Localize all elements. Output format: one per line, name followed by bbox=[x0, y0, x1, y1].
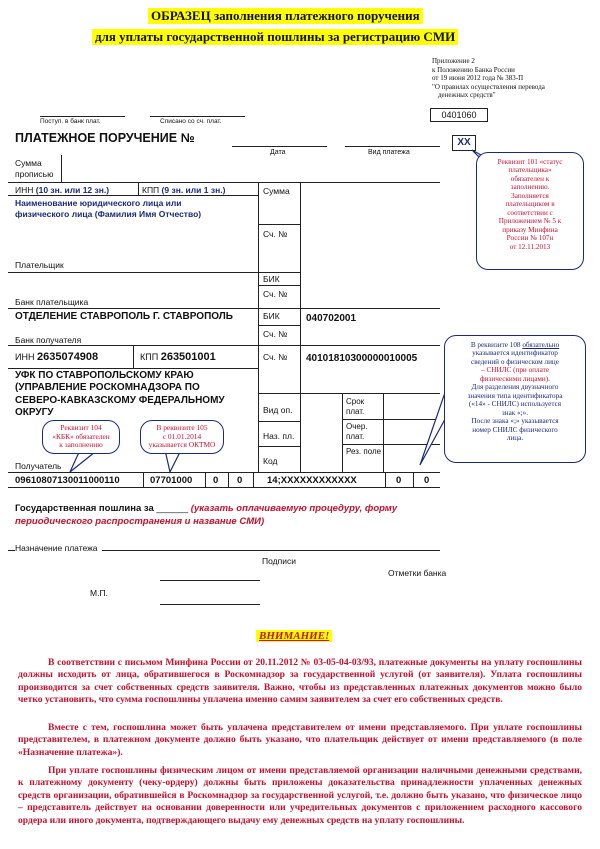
callout-108-heading bbox=[448, 341, 582, 349]
callout-line: заполнению. bbox=[510, 183, 550, 192]
callout-field-108 bbox=[444, 335, 586, 463]
inn-value: 2635074908 bbox=[36, 351, 99, 363]
duty-hint-2: периодического распространения и название СМИ) bbox=[15, 516, 265, 527]
recipient-name-line: ОКРУГУ bbox=[15, 407, 54, 419]
received-label: Поступ. в банк плат. bbox=[40, 118, 101, 125]
duty-text: Государственная пошлина за bbox=[15, 503, 154, 514]
callout-108-head: В реквизите 108 bbox=[470, 341, 523, 349]
appendix-line: к Положению Банка России bbox=[432, 65, 515, 74]
callout-line: В реквизите 105 bbox=[156, 423, 208, 432]
appendix-line: Приложение 2 bbox=[432, 57, 475, 65]
inn-label: ИНН bbox=[15, 352, 35, 362]
callout-line: с 01.01.2014 bbox=[162, 431, 202, 441]
appendix-line: "О правилах осуществления перевода bbox=[432, 82, 545, 91]
reserve-label: Рез. поле bbox=[346, 447, 382, 456]
recipient-bik-value: 040702001 bbox=[306, 313, 357, 324]
callout-line: сведений о физическом лице bbox=[471, 357, 559, 366]
callout-kbk bbox=[42, 420, 120, 454]
kpp-label: КПП bbox=[140, 352, 159, 362]
notice-heading: ВНИМАНИЕ! bbox=[256, 630, 332, 642]
callout-line: номер СНИЛС физического bbox=[472, 425, 558, 434]
purpose-code-label: Наз. пл. bbox=[263, 431, 295, 441]
callout-line: к заполнению bbox=[59, 440, 103, 450]
form-code-box: 0401060 bbox=[430, 108, 488, 122]
order-label: Очер. плат. bbox=[346, 422, 368, 441]
callout-line: Приложением № 5 к bbox=[498, 217, 562, 226]
kpp-value: 263501001 bbox=[160, 351, 216, 363]
field-107: 0 bbox=[237, 475, 243, 486]
recipient-name-line: СЕВЕРО-КАВКАЗСКОМУ ФЕДЕРАЛЬНОМУ bbox=[15, 394, 225, 406]
notice-paragraph-2: Вместе с тем, госпошлина может быть уплачена представителем от имени представляемого. При уплате госпошлины представителем, в платежном документе должно быть указано, что плательщик действует от имени представляемого (в поле «Назначение платежа»). bbox=[18, 722, 582, 758]
field-106: 0 bbox=[213, 475, 219, 486]
term-label: Срок плат. bbox=[346, 397, 365, 416]
duty-hint-1: (указать оплачиваемую процедуру, форму bbox=[190, 503, 398, 514]
callout-108-emphasis: обязательно bbox=[522, 341, 560, 349]
sum-words-label-1: Сумма bbox=[15, 158, 42, 168]
payer-label: Плательщик bbox=[15, 260, 64, 270]
kbk-value: 09610807130011000110 bbox=[15, 475, 120, 486]
appendix-line: от 19 июня 2012 года № 383-П bbox=[432, 74, 524, 82]
notice-paragraph-1: В соответствии с письмом Минфина России от 20.11.2012 № 03-05-04-03/93, платежные документы на уплату госпошлины должны исходить от лица, обратившегося в Роскомнадзор за государственной услугой (от заявителя). Уплата госпошлины производится за счет собственных средств заявителя. Важно, чтобы из представленных платежных документов можно было четко установить, что сумма госпошлины уплачена именно самим заявителем за счет его собственных средств. bbox=[18, 657, 582, 706]
callout-line: приказу Минфина bbox=[502, 225, 558, 234]
title-line-2: для уплаты государственной пошлины за регистрацию СМИ bbox=[92, 29, 458, 45]
payer-name-hint-2: физического лица (Фамилия Имя Отчество) bbox=[15, 209, 202, 219]
payer-bank-account-label: Сч. № bbox=[263, 289, 288, 299]
appendix-line: денежных средств" bbox=[438, 91, 496, 99]
payer-name-hint-1: Наименование юридического лица или bbox=[15, 198, 182, 208]
code-label: Код bbox=[263, 456, 278, 466]
oktmo-value: 07701000 bbox=[150, 475, 193, 486]
callout-line: указывается идентификатор bbox=[472, 349, 558, 358]
callout-line: от 12.11.2013 bbox=[509, 242, 551, 251]
callout-line: указывается ОКТМО bbox=[148, 440, 216, 450]
callout-line: России № 107н bbox=[506, 234, 554, 243]
callout-oktmo bbox=[140, 420, 224, 454]
callout-line: («14» - СНИЛС) используется bbox=[468, 400, 562, 409]
callout-line: обязателен к bbox=[510, 174, 550, 183]
sum-words-label-2: прописью bbox=[15, 169, 54, 179]
callout-line: плательщиком в bbox=[505, 200, 555, 209]
notice-paragraph-3: При уплате госпошлины физическим лицом от имени представляемой организации наличными денежными средствами, к платежному документу (чеку-ордеру) должны быть приложены доказательства принадлежности уплаченных денежных средств организации, обратившейся в Роскомнадзор за государственной услугой, т.е. должно быть указано, что физическое лицо – представитель действует на основании доверенности или учредительных документов с приложением расходного кассового ордера или иного документа, подтверждающего выдачу ему денежных средств на уплату госпошлины. bbox=[18, 765, 582, 826]
callout-line: «КБК» обязателен bbox=[52, 431, 110, 441]
callout-line: – СНИЛС (при оплате bbox=[481, 366, 549, 375]
date-label: Дата bbox=[270, 149, 286, 156]
op-type-label: Вид оп. bbox=[263, 405, 293, 415]
callout-line: После знака «;» указывается bbox=[471, 417, 559, 426]
callout-line: Реквизит 101 «статус bbox=[497, 158, 563, 166]
recipient-bank-name: ОТДЕЛЕНИЕ СТАВРОПОЛЬ Г. СТАВРОПОЛЬ bbox=[15, 311, 233, 322]
field-110: 0 bbox=[424, 475, 430, 486]
field-109: 0 bbox=[396, 475, 402, 486]
payment-type-label: Вид платежа bbox=[368, 149, 410, 156]
callout-line: соответствии с bbox=[507, 208, 553, 217]
recipient-bank-account-label: Сч. № bbox=[263, 329, 288, 339]
payer-bik-label: БИК bbox=[263, 274, 280, 284]
payment-purpose-label: Назначение платежа bbox=[15, 543, 102, 553]
recipient-bik-label: БИК bbox=[263, 311, 280, 321]
recipient-bank-label: Банк получателя bbox=[15, 335, 82, 345]
callout-line: знак «;». bbox=[501, 408, 529, 417]
callout-line: значения типа идентификатора bbox=[467, 391, 563, 400]
callout-line: физическими лицами). bbox=[480, 374, 550, 383]
duty-blank: ______ bbox=[156, 503, 189, 514]
recipient-name-line: УФК ПО СТАВРОПОЛЬСКОМУ КРАЮ bbox=[15, 370, 194, 381]
sum-label: Сумма bbox=[263, 186, 290, 196]
bank-marks-label: Отметки банка bbox=[388, 568, 447, 578]
kpp-hint: (9 зн. или 1 зн.) bbox=[161, 185, 226, 195]
recipient-account-value: 40101810300000010005 bbox=[306, 353, 418, 364]
payer-account-label: Сч. № bbox=[263, 229, 288, 239]
recipient-label: Получатель bbox=[15, 461, 62, 471]
payer-bank-label: Банк плательщика bbox=[15, 297, 89, 307]
inn-hint: (10 зн. или 12 зн.) bbox=[35, 185, 110, 195]
recipient-account-label: Сч. № bbox=[263, 352, 288, 362]
callout-line: Для разделения двузначного bbox=[471, 383, 559, 392]
callout-payer-status bbox=[476, 152, 584, 270]
field-108: 14;XXXXXXXXXXXX bbox=[267, 475, 357, 486]
kpp-label: КПП bbox=[142, 185, 160, 195]
callout-line: Заполняется bbox=[511, 191, 549, 200]
debited-label: Списано со сч. плат. bbox=[160, 118, 222, 125]
signatures-label: Подписи bbox=[262, 556, 296, 566]
payer-status-field[interactable]: XX bbox=[452, 135, 476, 151]
recipient-name-line: (УПРАВЛЕНИЕ РОСКОМНАДЗОРА ПО bbox=[15, 382, 200, 394]
title-line-1: ОБРАЗЕЦ заполнения платежного поручения bbox=[148, 8, 423, 24]
form-title: ПЛАТЕЖНОЕ ПОРУЧЕНИЕ № bbox=[15, 131, 195, 145]
callout-line: плательщика» bbox=[508, 166, 552, 175]
callout-line: Реквизит 104 bbox=[60, 423, 102, 432]
inn-label: ИНН bbox=[15, 185, 34, 195]
stamp-label: М.П. bbox=[90, 588, 108, 598]
callout-line: лица. bbox=[506, 434, 524, 443]
